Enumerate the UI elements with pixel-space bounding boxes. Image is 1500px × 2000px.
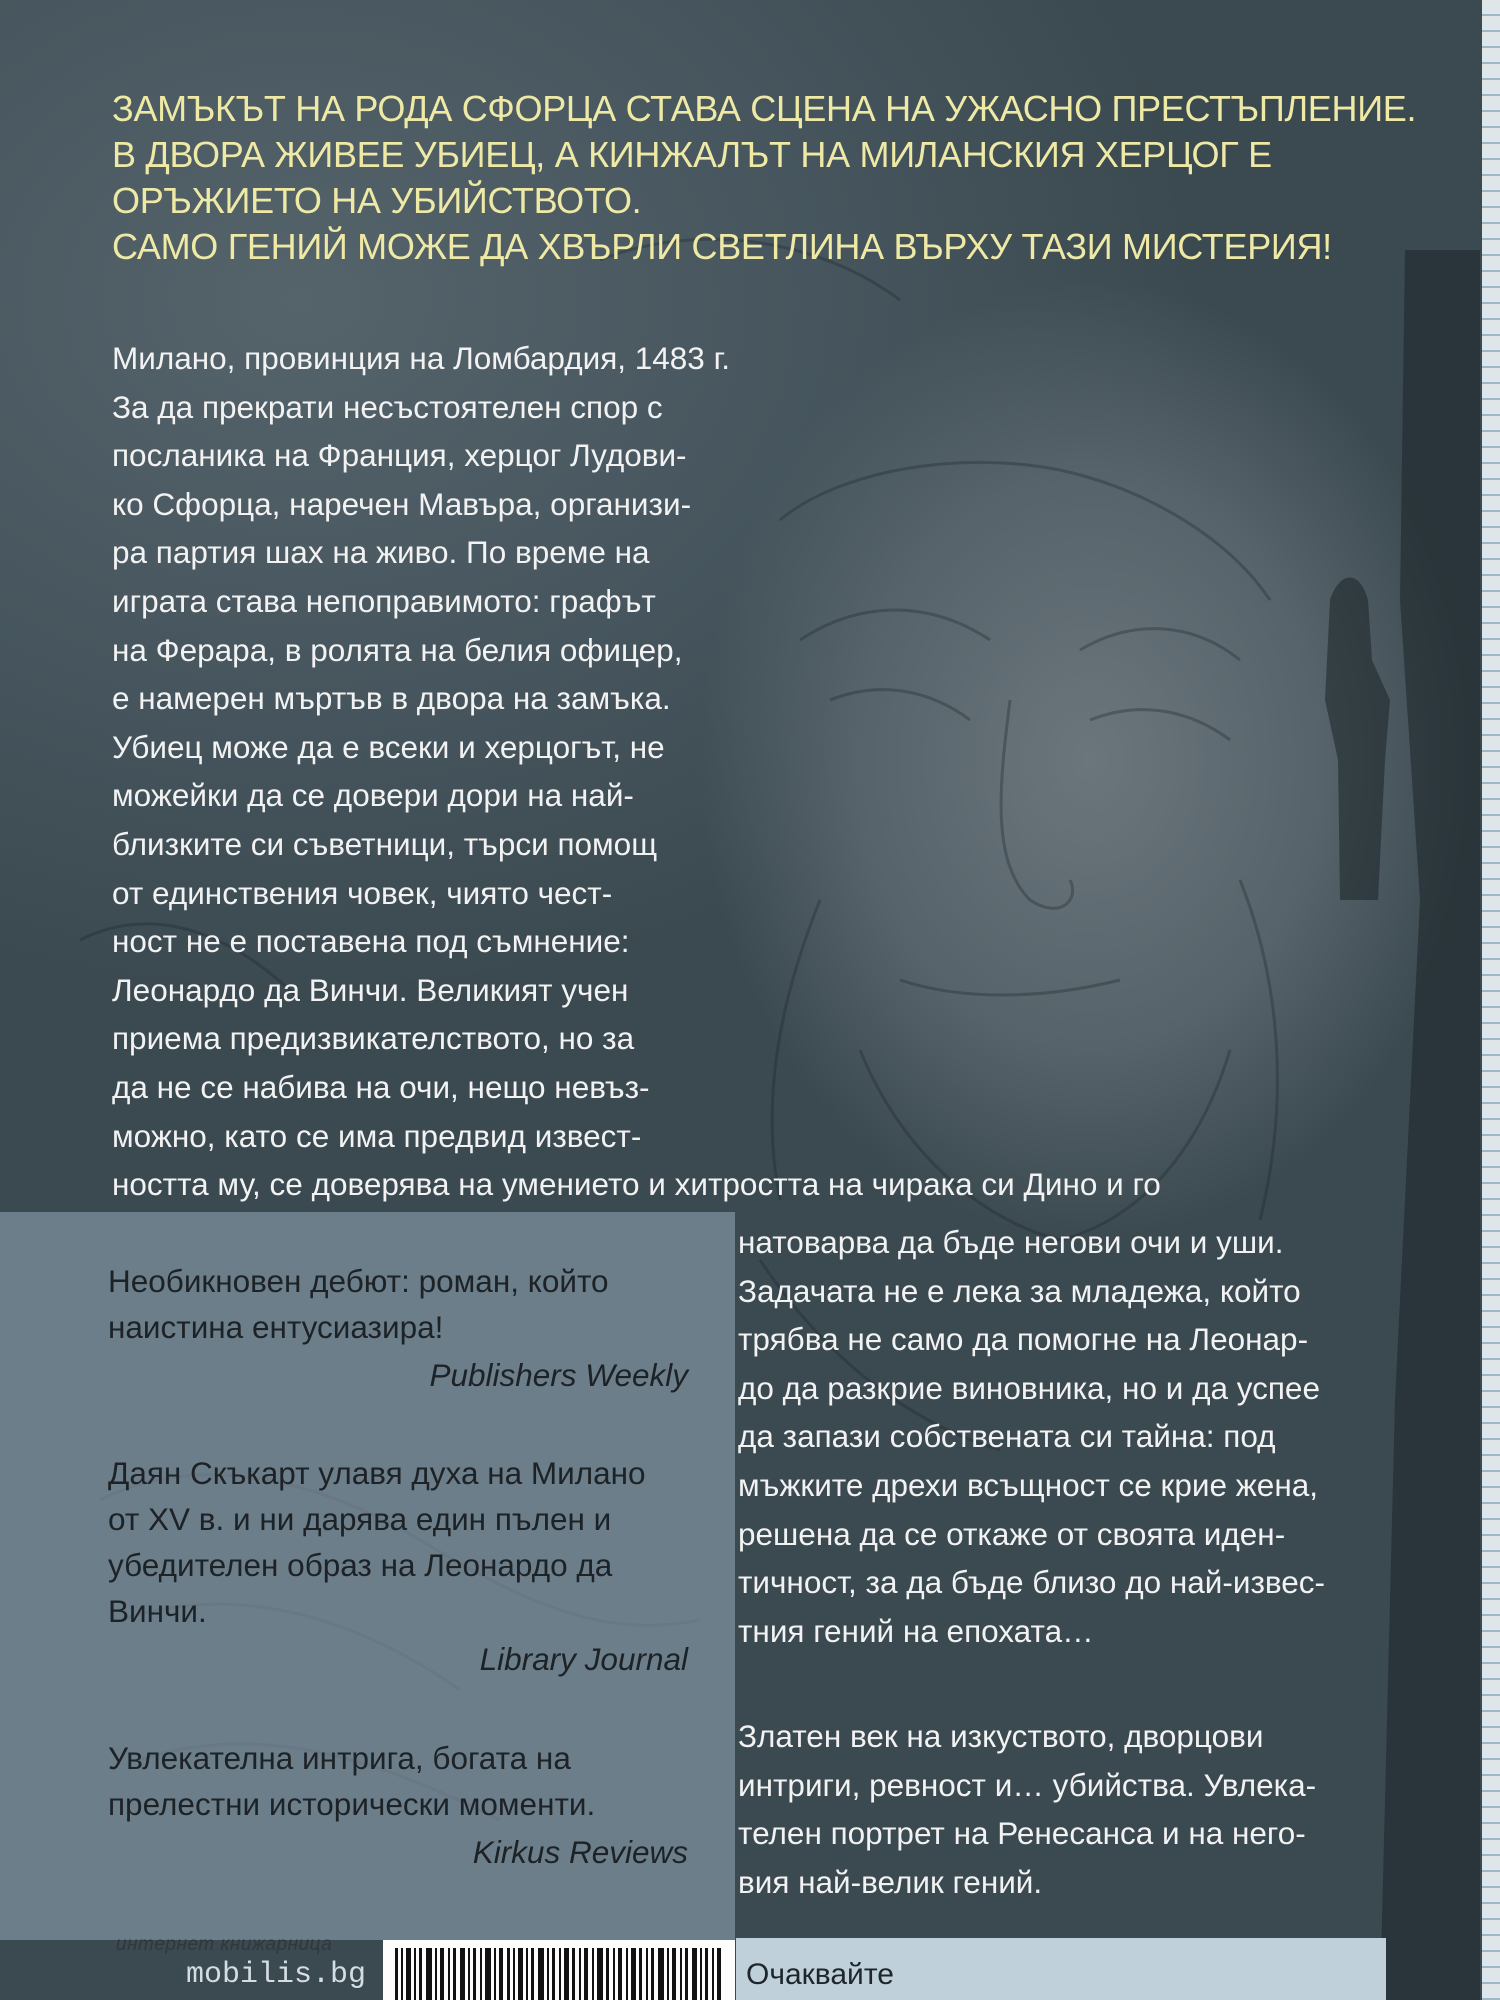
headline-line: В ДВОРА ЖИВЕЕ УБИЕЦ, А КИНЖАЛЪТ НА МИЛАНСКИЯ ХЕРЦОГ Е: [112, 134, 1272, 175]
review-text-line: от XV в. и ни дарява един пълен и: [108, 1501, 612, 1537]
review-text-line: убедителен образ на Леонардо да: [108, 1547, 613, 1583]
synopsis-line: Милано, провинция на Ломбардия, 1483 г.: [112, 340, 730, 376]
bookshop-url: mobilis.bg: [186, 1958, 367, 1992]
synopsis-line: ност не е поставена под съмнение:: [112, 923, 630, 960]
synopsis-line: да не се набива на очи, нещо невъз-: [112, 1068, 650, 1105]
synopsis-line: тичност, за да бъде близо до най-извес-: [738, 1564, 1326, 1601]
synopsis-line: да запази собствената си тайна: под: [738, 1418, 1276, 1455]
bookshop-label: интернет книжарница: [116, 1934, 333, 1955]
synopsis-line: приема предизвикателството, но за: [112, 1020, 635, 1057]
synopsis-line: ко Сфорца, наречен Мавъра, организи-: [112, 485, 692, 522]
synopsis-line: телен портрет на Ренесанса и на него-: [738, 1815, 1306, 1852]
review-source: Library Journal: [479, 1641, 688, 1677]
headline-line: САМО ГЕНИЙ МОЖЕ ДА ХВЪРЛИ СВЕТЛИНА ВЪРХУ ТАЗИ МИСТЕРИЯ!: [112, 226, 1332, 267]
headline-line: ЗАМЪКЪТ НА РОДА СФОРЦА СТАВА СЦЕНА НА УЖАСНО ПРЕСТЪПЛЕНИЕ.: [112, 88, 1417, 129]
synopsis-line: За да прекрати несъстоятелен спор с: [112, 388, 663, 425]
barcode-icon: [395, 1948, 725, 2000]
coming-soon-box: [736, 1938, 1386, 2000]
barcode: [383, 1940, 735, 2000]
synopsis-line: можейки да се довери дори на най-: [112, 777, 634, 814]
review-source: Publishers Weekly: [429, 1357, 688, 1393]
synopsis-top: [112, 334, 1161, 1209]
synopsis-closing: [738, 1712, 1390, 1906]
headline-line: ОРЪЖИЕТО НА УБИЙСТВОТО.: [112, 180, 642, 221]
review-source: Kirkus Reviews: [472, 1834, 688, 1870]
synopsis-line: Задачата не е лека за младежа, който: [738, 1272, 1301, 1309]
review-quote: [108, 1258, 688, 1398]
review-quote: [108, 1735, 688, 1875]
review-text-line: прелестни исторически моменти.: [108, 1786, 596, 1822]
synopsis-line: натоварва да бъде негови очи и уши.: [738, 1224, 1284, 1260]
review-text-line: Винчи.: [108, 1593, 207, 1629]
headline: [112, 86, 1417, 270]
synopsis-line: решена да се откаже от своята иден-: [738, 1515, 1286, 1552]
synopsis-line: ността му, се доверява на умението и хитростта на чирака си Дино и го: [112, 1166, 1161, 1203]
synopsis-line: трябва не само да помогне на Леонар-: [738, 1321, 1309, 1358]
synopsis-line: Златен век на изкуството, дворцови: [738, 1718, 1264, 1754]
synopsis-line: играта става непоправимото: графът: [112, 582, 656, 619]
review-text-line: наистина ентусиазира!: [108, 1309, 444, 1345]
synopsis-line: можно, като се има предвид извест-: [112, 1117, 642, 1154]
review-text-line: Увлекателна интрига, богата на: [108, 1740, 571, 1776]
page-edge-notebook-lines: [1482, 0, 1500, 2000]
synopsis-line: Убиец може да е всеки и херцогът, не: [112, 728, 665, 765]
review-text-line: Даян Скъкарт улавя духа на Милано: [108, 1455, 646, 1491]
synopsis-line: близките си съветници, търси помощ: [112, 825, 658, 862]
synopsis-line: мъжките дрехи всъщност се крие жена,: [738, 1466, 1318, 1503]
coming-soon-label: Очаквайте: [746, 1958, 894, 1991]
synopsis-line: от единствения човек, чиято чест-: [112, 874, 613, 911]
synopsis-line: до да разкрие виновника, но и да успее: [738, 1369, 1320, 1406]
synopsis-line: тния гений на епохата…: [738, 1612, 1094, 1649]
synopsis-line: на Ферара, в ролята на белия офицер,: [112, 631, 683, 668]
synopsis-line: вия най-велик гений.: [738, 1863, 1043, 1900]
review-quote: [108, 1450, 688, 1682]
synopsis-line: посланика на Франция, херцог Лудови-: [112, 437, 687, 474]
synopsis-line: Леонардо да Винчи. Великият учен: [112, 971, 629, 1008]
synopsis-continued: [738, 1218, 1390, 1655]
review-text-line: Необикновен дебют: роман, който: [108, 1263, 609, 1299]
synopsis-line: е намерен мъртъв в двора на замъка.: [112, 680, 671, 717]
synopsis-line: интриги, ревност и… убийства. Увлека-: [738, 1766, 1317, 1803]
synopsis-line: ра партия шах на живо. По време на: [112, 534, 650, 571]
